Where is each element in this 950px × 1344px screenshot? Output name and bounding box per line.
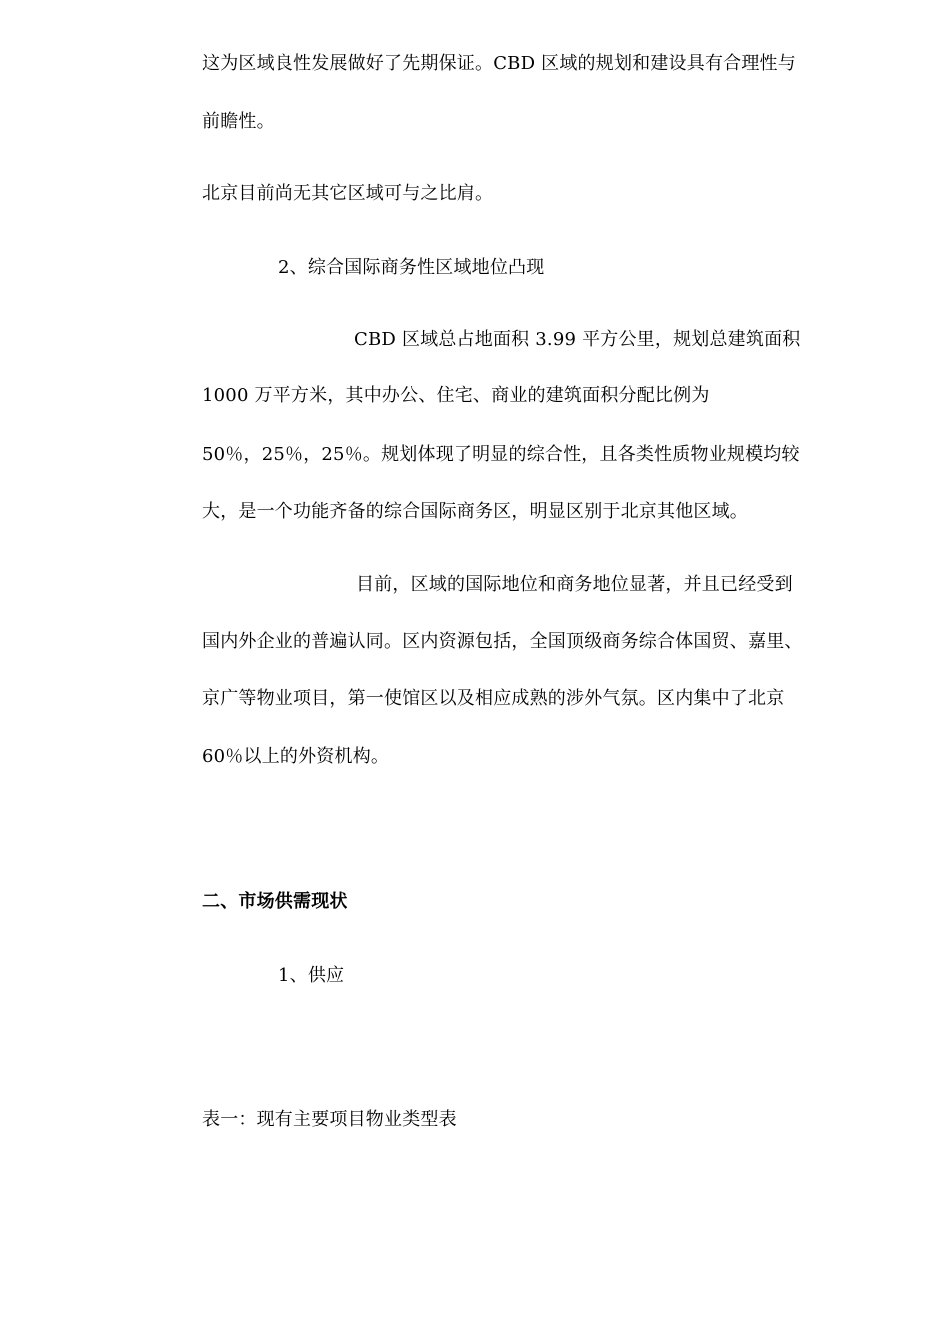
subheading-1: 1、供应 xyxy=(278,965,345,986)
paragraph-line: 京广等物业项目，第一使馆区以及相应成熟的涉外气氛。区内集中了北京 xyxy=(202,688,785,709)
section-heading: 二、市场供需现状 xyxy=(202,891,348,912)
paragraph-line: 北京目前尚无其它区域可与之比肩。 xyxy=(202,183,494,204)
paragraph-line: 国内外企业的普遍认同。区内资源包括，全国顶级商务综合体国贸、嘉里、 xyxy=(202,631,803,652)
paragraph-line: 前瞻性。 xyxy=(202,111,275,132)
paragraph-line: CBD 区域总占地面积 3.99 平方公里，规划总建筑面积 xyxy=(354,329,801,350)
paragraph-line: 60％以上的外资机构。 xyxy=(202,746,390,767)
paragraph-line: 大，是一个功能齐备的综合国际商务区，明显区别于北京其他区域。 xyxy=(202,501,748,522)
paragraph-line: 1000 万平方米，其中办公、住宅、商业的建筑面积分配比例为 xyxy=(202,385,710,406)
paragraph-line: 50％，25％，25％。规划体现了明显的综合性，且各类性质物业规模均较 xyxy=(202,444,800,465)
subheading-2: 2、综合国际商务性区域地位凸现 xyxy=(278,257,545,278)
table-caption: 表一：现有主要项目物业类型表 xyxy=(202,1109,457,1130)
paragraph-line: 目前，区域的国际地位和商务地位显著，并且已经受到 xyxy=(356,574,793,595)
paragraph-line: 这为区域良性发展做好了先期保证。CBD 区域的规划和建设具有合理性与 xyxy=(202,53,796,74)
